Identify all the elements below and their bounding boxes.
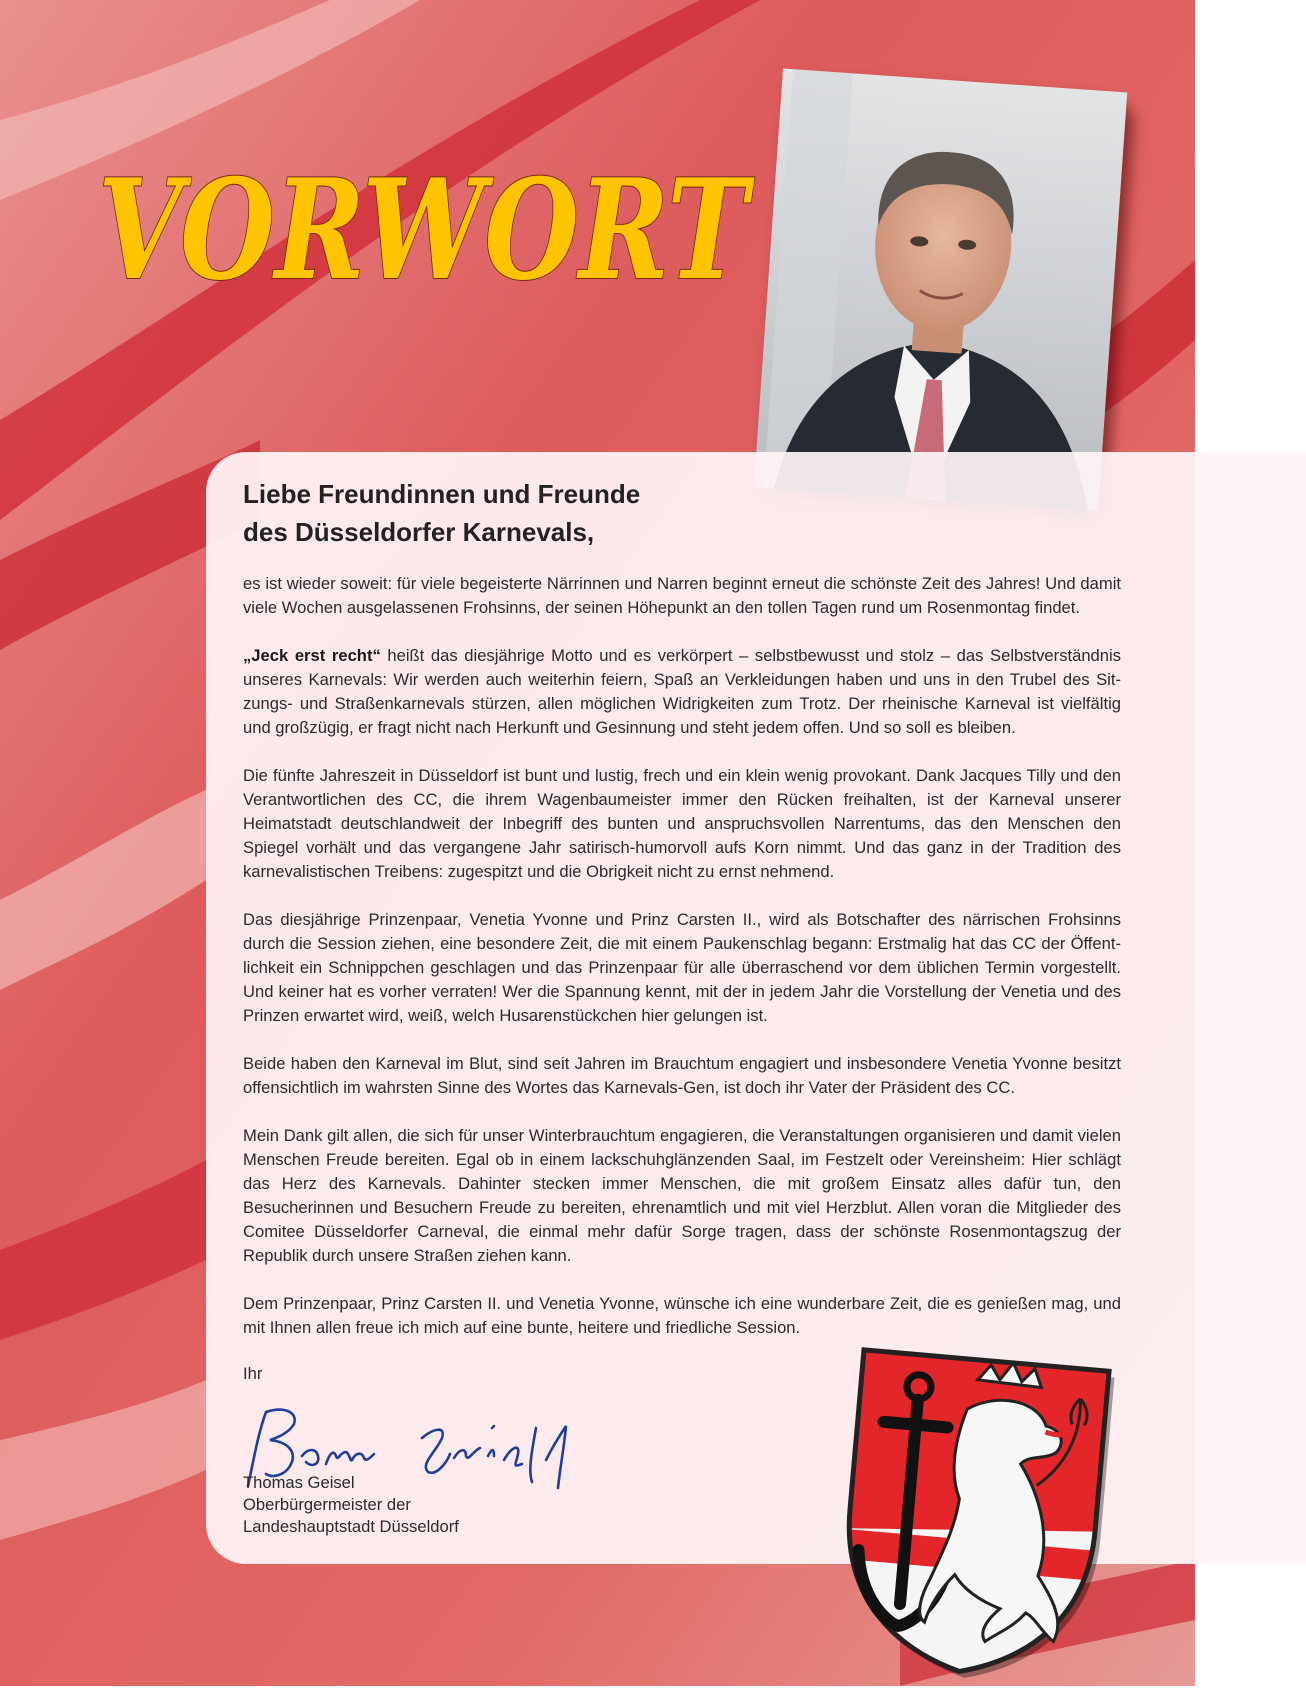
letter-closing: Ihr: [243, 1364, 263, 1383]
paragraph-6: Mein Dank gilt allen, die sich für unser Winterbrauchtum engagieren, die Veranstaltungen organisieren und damit vielen Menschen Freude bereiten. Egal ob in einem lackschuhglänzenden Saal, im Festzelt oder Vereinsheim: Hier schlägt das Herz des Karnevals. Dahinter stecken immer Menschen, die mit großem Einsatz alles dafür tun, den Besucherinnen und Besuchern Freude zu bereiten, ehrenamtlich und mit viel Herzblut. Allen voran die Mitglieder des Comitee Düsseldorfer Carneval, die einmal mehr dafür Sorge tragen, dass der schönste Rosenmontagszug der Republik durch unsere Straßen ziehen kann.: [243, 1126, 1121, 1265]
letter-greeting: [243, 475, 963, 551]
signer-role: Oberbürgermeister der: [243, 1495, 411, 1514]
paragraph-2-text: heißt das diesjährige Motto und es verkörpert – selbstbewusst und stolz – das Selbstverständnis unseres Karnevals: Wir werden auch weiterhin feiern, Spaß an Verkleidungen haben und uns in den Trubel des Sitzungs- und Straßenkarnevals stürzen, allen möglichen Widrigkeiten zum Trotz. Der rheinische Karneval ist vielfältig und großzügig, er fragt nicht nach Herkunft und Gesinnung und steht jedem offen. Und so soll es bleiben.: [243, 646, 1121, 737]
motto: „Jeck erst recht“: [243, 646, 381, 665]
paragraph-4: Das diesjährige Prinzenpaar, Venetia Yvonne und Prinz Carsten II., wird als Botschafter des närrischen Frohsinns durch die Session ziehen, eine besondere Zeit, die mit einem Paukenschlag begann: Erstmalig hat das CC der Öffentlichkeit ein Schnippchen geschlagen und das Prinzenpaar für alle überraschend vor dem üblichen Termin vorgestellt. Und keiner hat es vorher verraten! Wer die Spannung kennt, mit der in jedem Jahr die Vorstellung der Venetia und des Prinzen erwartet wird, weiß, welch Husarenstückchen hier gelungen ist.: [243, 910, 1121, 1025]
paragraph-2: [243, 644, 1121, 740]
page-title-text: VORWORT: [98, 148, 756, 311]
portrait-photo: [754, 68, 1127, 511]
portrait-photo-icon: [754, 68, 1127, 511]
signer-block: [243, 1472, 459, 1538]
paragraph-7: Dem Prinzenpaar, Prinz Carsten II. und Venetia Yvonne, wünsche ich eine wunderbare Zeit, die es genießen mag, und mit Ihnen allen freue ich mich auf eine bunte, heitere und friedliche Session.: [243, 1294, 1121, 1337]
letter-body: [243, 572, 1121, 1364]
greeting-line-2: des Düsseldorfer Karnevals,: [243, 517, 595, 547]
signer-name: Thomas Geisel: [243, 1473, 355, 1492]
paragraph-5: Beide haben den Karneval im Blut, sind seit Jahren im Brauchtum engagiert und insbesondere Venetia Yvonne besitzt offensichtlich im wahrsten Sinne des Wortes das Karnevals-Gen, ist doch ihr Vater der Präsident des CC.: [243, 1054, 1121, 1097]
paragraph-1: es ist wieder soweit: für viele begeisterte Närrinnen und Narren beginnt erneut die schönste Zeit des Jahres! Und damit viele Wochen ausgelassenen Frohsinns, der seinen Höhepunkt an den tollen Tagen rund um Rosenmontag findet.: [243, 574, 1121, 617]
page-title: [90, 150, 790, 310]
duesseldorf-coat-of-arms-icon: [824, 1339, 1122, 1691]
greeting-line-1: Liebe Freundinnen und Freunde: [243, 479, 641, 509]
signer-city: Landeshauptstadt Düsseldorf: [243, 1517, 459, 1536]
paragraph-3: Die fünfte Jahreszeit in Düsseldorf ist bunt und lustig, frech und ein klein wenig provokant. Dank Jacques Tilly und den Verantwortlichen des CC, die ihrem Wagenbaumeister immer den Rücken freihalten, ist der Karneval unserer Heimatstadt deutschlandweit der Inbegriff des bunten und anspruchsvollen Narrentums, das den Menschen den Spiegel vorhält und das vergangene Jahr satirisch-humorvoll aufs Korn nimmt. Und das ganz in der Tradition des karnevalistischen Treibens: zugespitzt und die Obrigkeit nicht zu ernst nehmend.: [243, 766, 1121, 881]
